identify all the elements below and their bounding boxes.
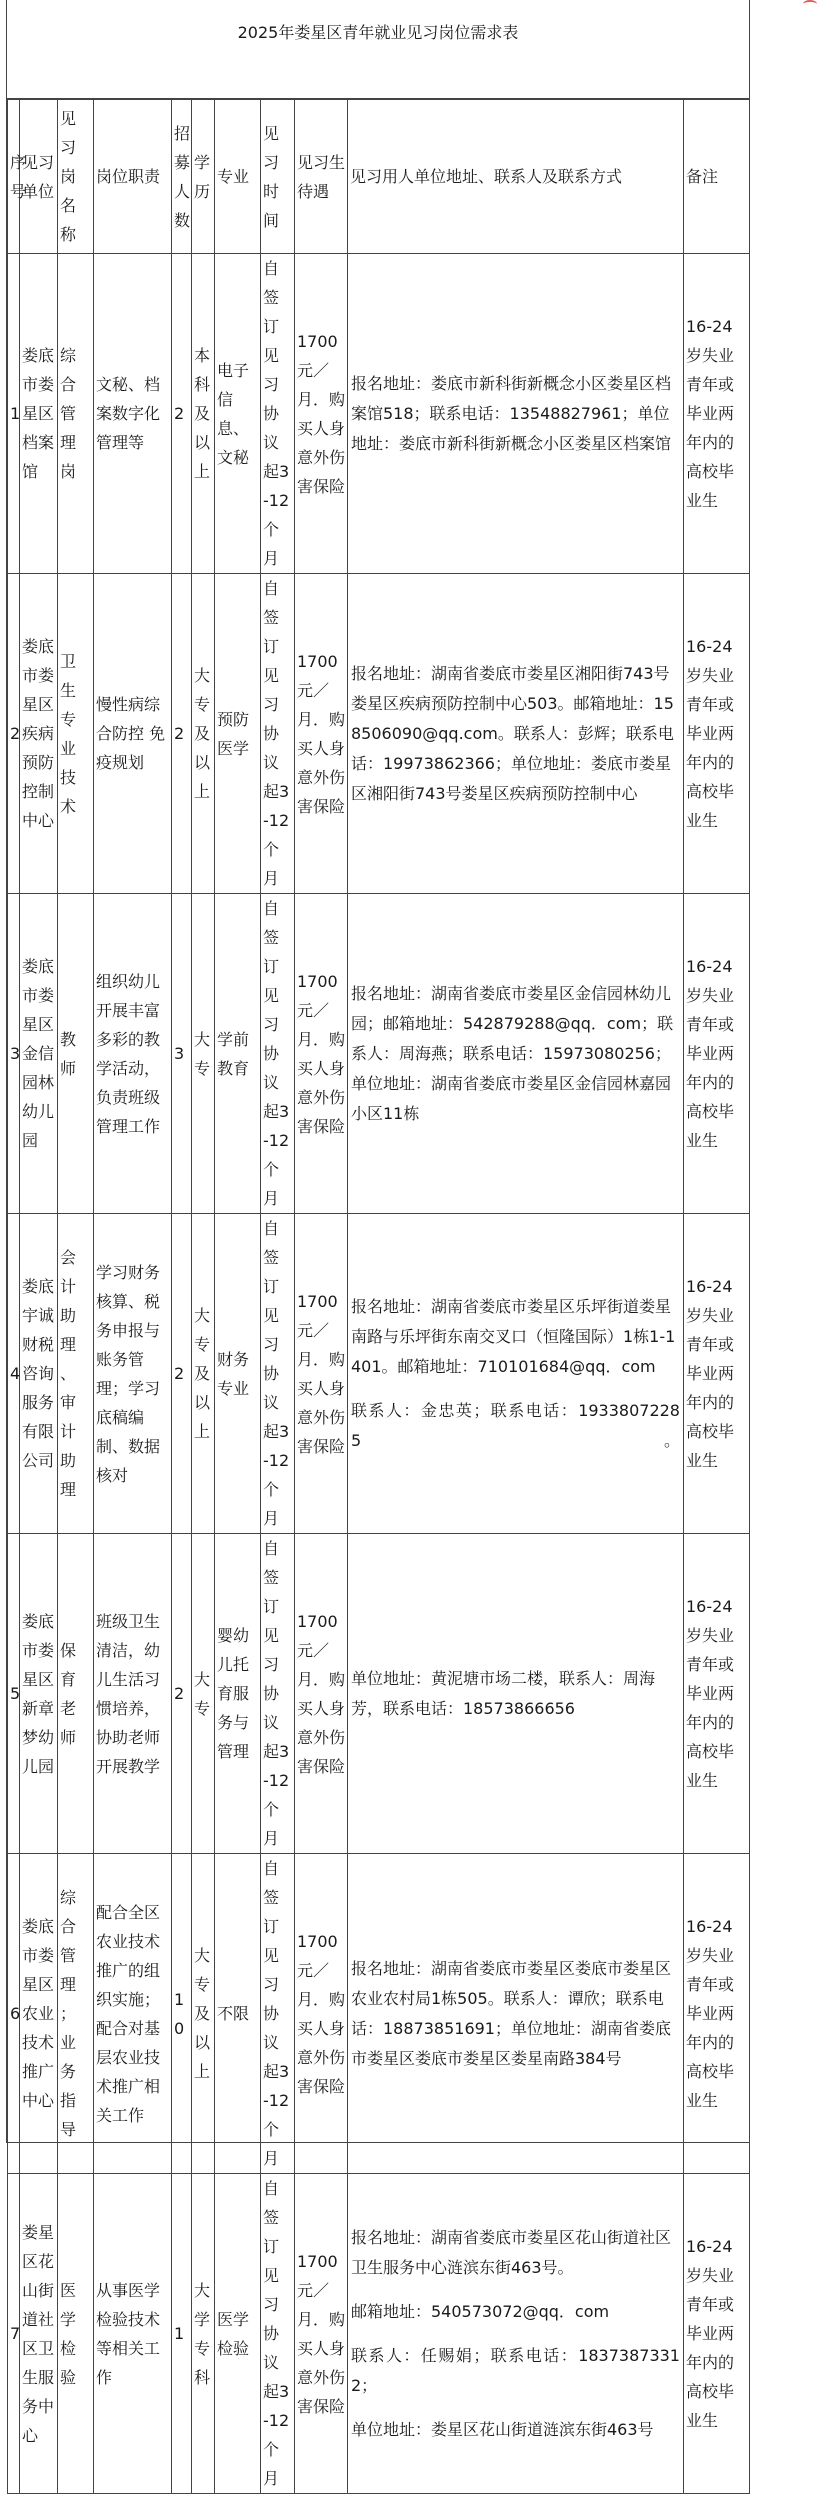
cell-address bbox=[348, 254, 684, 574]
header-post: 见习岗名称 bbox=[58, 100, 94, 254]
cell-duty: 组织幼儿开展丰富多彩的教学活动，负责班级管理工作 bbox=[94, 894, 172, 1214]
cell-unit: 娄星区花山街道社区卫生服务中心 bbox=[20, 2174, 58, 2494]
cell-seq: 7 bbox=[8, 2174, 20, 2494]
cell-count: 2 bbox=[172, 254, 192, 574]
cell-post: 医学检验 bbox=[58, 2174, 94, 2494]
corner-mark bbox=[803, 0, 817, 8]
header-unit: 见习单位 bbox=[20, 100, 58, 254]
cell-time: 自签订见习协议起3-12个月 bbox=[261, 254, 295, 574]
cell-duty: 慢性病综合防控 免疫规划 bbox=[94, 574, 172, 894]
address-line: 报名地址：湖南省娄底市娄星区湘阳街743号娄星区疾病预防控制中心503。邮箱地址：158506090@qq.com。联系人：彭辉；联系电话：19973862366；单位地址：娄底市娄星区湘阳街743号娄星区疾病预防控制中心 bbox=[351, 663, 674, 803]
header-pay: 见习生待遇 bbox=[295, 100, 348, 254]
cell-edu: 大专 bbox=[192, 1534, 215, 1854]
cell-time: 自签订见习协议起3-12个月 bbox=[261, 2174, 295, 2494]
cell-major: 不限 bbox=[215, 1854, 261, 2174]
cell-count: 1 bbox=[172, 2174, 192, 2494]
cell-major: 婴幼儿托育服务与管理 bbox=[215, 1534, 261, 1854]
cell-seq: 3 bbox=[8, 894, 20, 1214]
cell-note: 16-24岁失业青年或毕业两年内的高校毕业生 bbox=[684, 254, 750, 574]
address-line: 报名地址：湖南省娄底市娄星区娄底市娄星区农业农村局1栋505。联系人：谭欣；联系电话：18873851691；单位地址：湖南省娄底市娄星区娄底市娄星区娄星南路384号 bbox=[351, 1958, 672, 2068]
cell-duty: 班级卫生清洁，幼儿生活习惯培养，协助老师开展教学 bbox=[94, 1534, 172, 1854]
cell-seq: 4 bbox=[8, 1214, 20, 1534]
cell-major: 预防医学 bbox=[215, 574, 261, 894]
cell-unit: 娄底宇诚财税咨询服务有限公司 bbox=[20, 1214, 58, 1534]
cell-post: 会计助理、审计助理 bbox=[58, 1214, 94, 1534]
header-duty: 岗位职责 bbox=[94, 100, 172, 254]
cell-pay: 1700元／月．购买人身意外伤害保险 bbox=[295, 894, 348, 1214]
cell-count: 10 bbox=[172, 1854, 192, 2174]
cell-major: 学前教育 bbox=[215, 894, 261, 1214]
cell-edu: 大专及以上 bbox=[192, 574, 215, 894]
cell-edu: 大专 bbox=[192, 894, 215, 1214]
cell-count: 2 bbox=[172, 574, 192, 894]
address-line: 报名地址：湖南省娄底市娄星区花山街道社区卫生服务中心涟滨东街463号。 bbox=[351, 2227, 672, 2277]
cell-unit: 娄底市娄星区疾病预防控制中心 bbox=[20, 574, 58, 894]
cell-time: 自签订见习协议起3-12个月 bbox=[261, 1534, 295, 1854]
cell-edu: 大专及以上 bbox=[192, 1854, 215, 2174]
cell-edu: 本科及以上 bbox=[192, 254, 215, 574]
cell-time: 自签订见习协议起3-12个月 bbox=[261, 574, 295, 894]
cell-pay: 1700元／月．购买人身意外伤害保险 bbox=[295, 574, 348, 894]
header-seq: 序号 bbox=[8, 100, 20, 254]
cell-time: 自签订见习协议起3-12个月 bbox=[261, 894, 295, 1214]
header-count: 招募人数 bbox=[172, 100, 192, 254]
cell-pay: 1700元／月．购买人身意外伤害保险 bbox=[295, 1534, 348, 1854]
cell-note: 16-24岁失业青年或毕业两年内的高校毕业生 bbox=[684, 1854, 750, 2174]
cell-post: 综合管理；业务指导 bbox=[58, 1854, 94, 2174]
cell-note: 16-24岁失业青年或毕业两年内的高校毕业生 bbox=[684, 2174, 750, 2494]
cell-count: 2 bbox=[172, 1534, 192, 1854]
cell-pay: 1700元／月．购买人身意外伤害保险 bbox=[295, 1214, 348, 1534]
cell-unit: 娄底市娄星区新章梦幼儿园 bbox=[20, 1534, 58, 1854]
cell-count: 2 bbox=[172, 1214, 192, 1534]
address-line: 单位地址：娄星区花山街道涟滨东街463号 bbox=[351, 2419, 654, 2439]
header-row bbox=[8, 100, 750, 254]
table-row bbox=[8, 1854, 750, 2174]
address-line: 报名地址：湖南省娄底市娄星区金信园林幼儿园；邮箱地址：542879288@qq．com；联系人：周海燕；联系电话：15973080256；单位地址：湖南省娄底市娄星区金信园林嘉园小区11栋 bbox=[351, 983, 674, 1123]
cell-note: 16-24岁失业青年或毕业两年内的高校毕业生 bbox=[684, 1534, 750, 1854]
cell-count: 3 bbox=[172, 894, 192, 1214]
cell-duty: 文秘、档案数字化管理等 bbox=[94, 254, 172, 574]
cell-pay: 1700元／月．购买人身意外伤害保险 bbox=[295, 2174, 348, 2494]
table-row bbox=[8, 2174, 750, 2494]
cell-seq: 5 bbox=[8, 1534, 20, 1854]
cell-post: 卫生专业技术 bbox=[58, 574, 94, 894]
cell-major: 电子信息、文秘 bbox=[215, 254, 261, 574]
address-line: 联系人：任赐娟；联系电话：18373873312； bbox=[351, 2345, 680, 2395]
cell-duty: 从事医学检验技术等相关工作 bbox=[94, 2174, 172, 2494]
cell-edu: 大专及以上 bbox=[192, 1214, 215, 1534]
cell-address bbox=[348, 894, 684, 1214]
cell-unit: 娄底市娄星区档案馆 bbox=[20, 254, 58, 574]
address-line: 单位地址：黄泥塘市场二楼，联系人：周海芳，联系电话：18573866656 bbox=[351, 1668, 656, 1718]
cell-address bbox=[348, 574, 684, 894]
table-row bbox=[8, 894, 750, 1214]
cell-time: 自签订见习协议起3-12个月 bbox=[261, 1214, 295, 1534]
table-row bbox=[8, 1214, 750, 1534]
cell-address bbox=[348, 1214, 684, 1534]
cell-edu: 大学专科 bbox=[192, 2174, 215, 2494]
cell-unit: 娄底市娄星区金信园林幼儿园 bbox=[20, 894, 58, 1214]
header-note: 备注 bbox=[684, 100, 750, 254]
cell-pay: 1700元／月．购买人身意外伤害保险 bbox=[295, 254, 348, 574]
job-table bbox=[7, 99, 750, 2494]
header-addr: 见习用人单位地址、联系人及联系方式 bbox=[348, 100, 684, 254]
address-line: 报名地址：娄底市新科街新概念小区娄星区档案馆518；联系电话：13548827961；单位地址：娄底市新科街新概念小区娄星区档案馆 bbox=[351, 373, 672, 453]
cell-address bbox=[348, 1854, 684, 2174]
table-row bbox=[8, 1534, 750, 1854]
cell-duty: 配合全区农业技术推广的组织实施；配合对基层农业技术推广相关工作 bbox=[94, 1854, 172, 2174]
cell-major: 财务专业 bbox=[215, 1214, 261, 1534]
cell-address bbox=[348, 1534, 684, 1854]
header-time: 见习时间 bbox=[261, 100, 295, 254]
cell-note: 16-24岁失业青年或毕业两年内的高校毕业生 bbox=[684, 1214, 750, 1534]
address-line: 邮箱地址：540573072@qq．com bbox=[351, 2301, 610, 2321]
address-line: 报名地址：湖南省娄底市娄星区乐坪街道娄星南路与乐坪街东南交叉口（恒隆国际）1栋1-1401。邮箱地址：710101684@qq．com bbox=[351, 1296, 676, 1376]
cell-duty: 学习财务核算、税务申报与账务管理；学习底稿编制、数据核对 bbox=[94, 1214, 172, 1534]
cell-unit: 娄底市娄星区农业技术推广中心 bbox=[20, 1854, 58, 2174]
header-major: 专业 bbox=[215, 100, 261, 254]
cell-note: 16-24岁失业青年或毕业两年内的高校毕业生 bbox=[684, 894, 750, 1214]
cell-note: 16-24岁失业青年或毕业两年内的高校毕业生 bbox=[684, 574, 750, 894]
cell-major: 医学检验 bbox=[215, 2174, 261, 2494]
table-title: 2025年娄星区青年就业见习岗位需求表 bbox=[7, 0, 749, 99]
cell-seq: 2 bbox=[8, 574, 20, 894]
table-row bbox=[8, 254, 750, 574]
address-line: 联系人：金忠英；联系电话：19338072285。 bbox=[351, 1400, 680, 1450]
cell-seq: 6 bbox=[8, 1854, 20, 2174]
cell-seq: 1 bbox=[8, 254, 20, 574]
table-row bbox=[8, 574, 750, 894]
cell-time: 自签订见习协议起3-12个月 bbox=[261, 1854, 295, 2174]
cell-post: 综合管理岗 bbox=[58, 254, 94, 574]
cell-post: 教师 bbox=[58, 894, 94, 1214]
header-edu: 学历 bbox=[192, 100, 215, 254]
job-table-sheet bbox=[6, 0, 750, 2488]
cell-post: 保育老师 bbox=[58, 1534, 94, 1854]
cell-address bbox=[348, 2174, 684, 2494]
cell-pay: 1700元／月．购买人身意外伤害保险 bbox=[295, 1854, 348, 2174]
